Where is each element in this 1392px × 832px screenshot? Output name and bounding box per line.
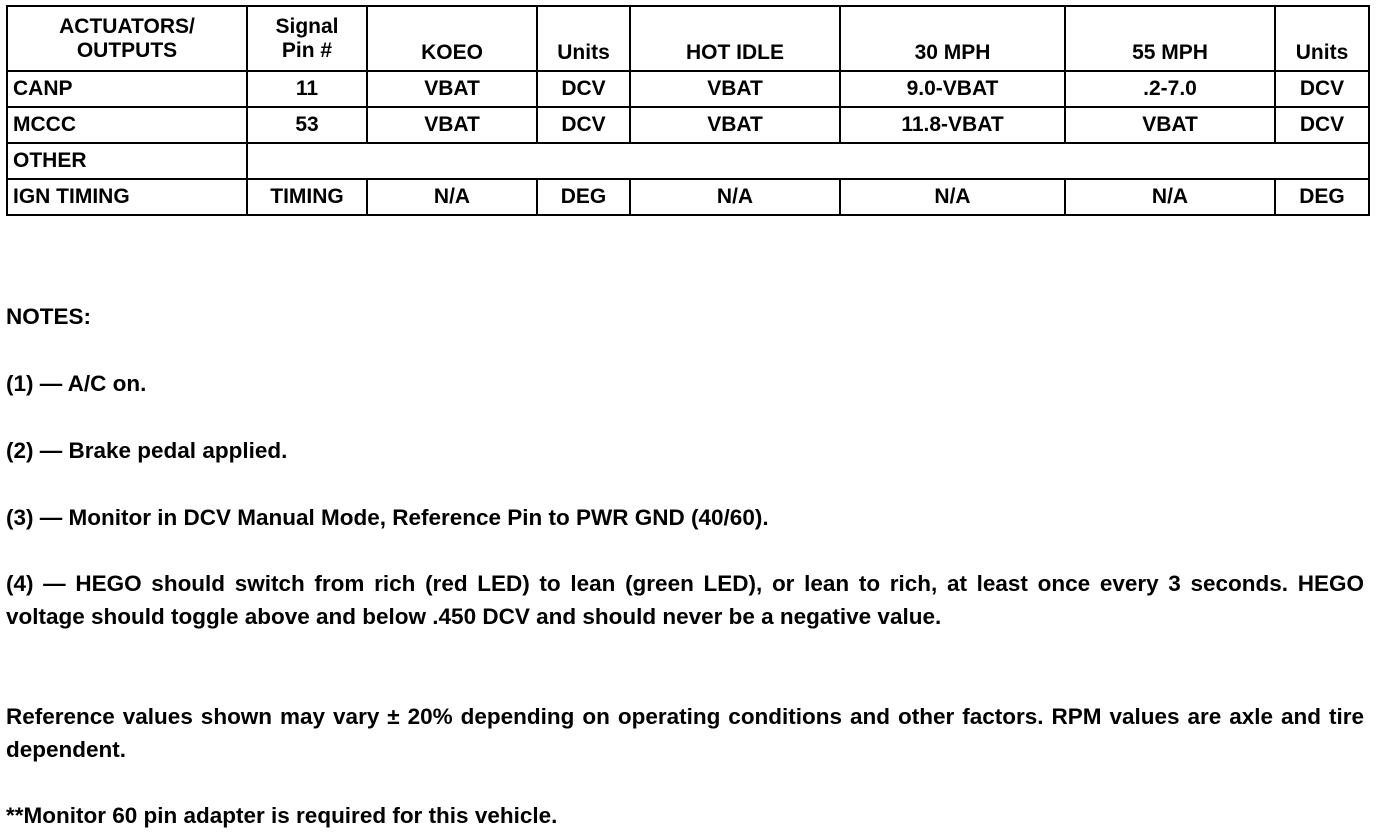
table-cell: DEG xyxy=(1275,179,1369,215)
note-item: (1) — A/C on. xyxy=(6,371,147,396)
table-cell: VBAT xyxy=(1065,107,1275,143)
table-cell: DCV xyxy=(1275,71,1369,107)
section-empty-cell xyxy=(247,143,1369,179)
note-item: (3) — Monitor in DCV Manual Mode, Reference Pin to PWR GND (40/60). xyxy=(6,505,769,530)
table-cell: CANP xyxy=(7,71,247,107)
header-koeo: KOEO xyxy=(367,6,537,71)
adapter-note: **Monitor 60 pin adapter is required for this vehicle. xyxy=(6,803,558,828)
table-cell: DCV xyxy=(537,71,630,107)
table-cell: 11 xyxy=(247,71,367,107)
table-cell: N/A xyxy=(367,179,537,215)
table-cell: DCV xyxy=(1275,107,1369,143)
table-cell: IGN TIMING xyxy=(7,179,247,215)
table-cell: N/A xyxy=(840,179,1065,215)
table-row xyxy=(7,107,1369,143)
table-cell: N/A xyxy=(1065,179,1275,215)
header-units-2: Units xyxy=(1275,6,1369,71)
table-row xyxy=(7,71,1369,107)
table-cell: VBAT xyxy=(367,107,537,143)
table-cell: DCV xyxy=(537,107,630,143)
table-cell: VBAT xyxy=(367,71,537,107)
table-cell: 53 xyxy=(247,107,367,143)
notes-heading: NOTES: xyxy=(6,304,92,329)
table-cell: 9.0-VBAT xyxy=(840,71,1065,107)
specifications-table xyxy=(6,5,1370,216)
table-cell: 11.8-VBAT xyxy=(840,107,1065,143)
table-cell: DEG xyxy=(537,179,630,215)
table-cell: N/A xyxy=(630,179,840,215)
note-item: (4) — HEGO should switch from rich (red LED) to lean (green LED), or lean to rich, at least once every 3 seconds. HEGO voltage should toggle above and below .450 DCV and should never be a negative value. xyxy=(6,571,1364,629)
table-header-row xyxy=(7,6,1369,71)
header-30-mph: 30 MPH xyxy=(840,6,1065,71)
table-cell: .2-7.0 xyxy=(1065,71,1275,107)
header-units: Units xyxy=(537,6,630,71)
header-signal-pin: Signal Pin # xyxy=(247,6,367,71)
header-hot-idle: HOT IDLE xyxy=(630,6,840,71)
header-55-mph: 55 MPH xyxy=(1065,6,1275,71)
note-item: (2) — Brake pedal applied. xyxy=(6,438,288,463)
table-cell: TIMING xyxy=(247,179,367,215)
header-actuators-outputs: ACTUATORS/ OUTPUTS xyxy=(7,6,247,71)
section-label-other: OTHER xyxy=(7,143,247,179)
reference-values-note: Reference values shown may vary ± 20% depending on operating conditions and other factors. RPM values are axle and tire dependent. xyxy=(6,704,1364,762)
table-section-row xyxy=(7,143,1369,179)
table-cell: VBAT xyxy=(630,71,840,107)
table-cell: MCCC xyxy=(7,107,247,143)
table-row xyxy=(7,179,1369,215)
table-cell: VBAT xyxy=(630,107,840,143)
